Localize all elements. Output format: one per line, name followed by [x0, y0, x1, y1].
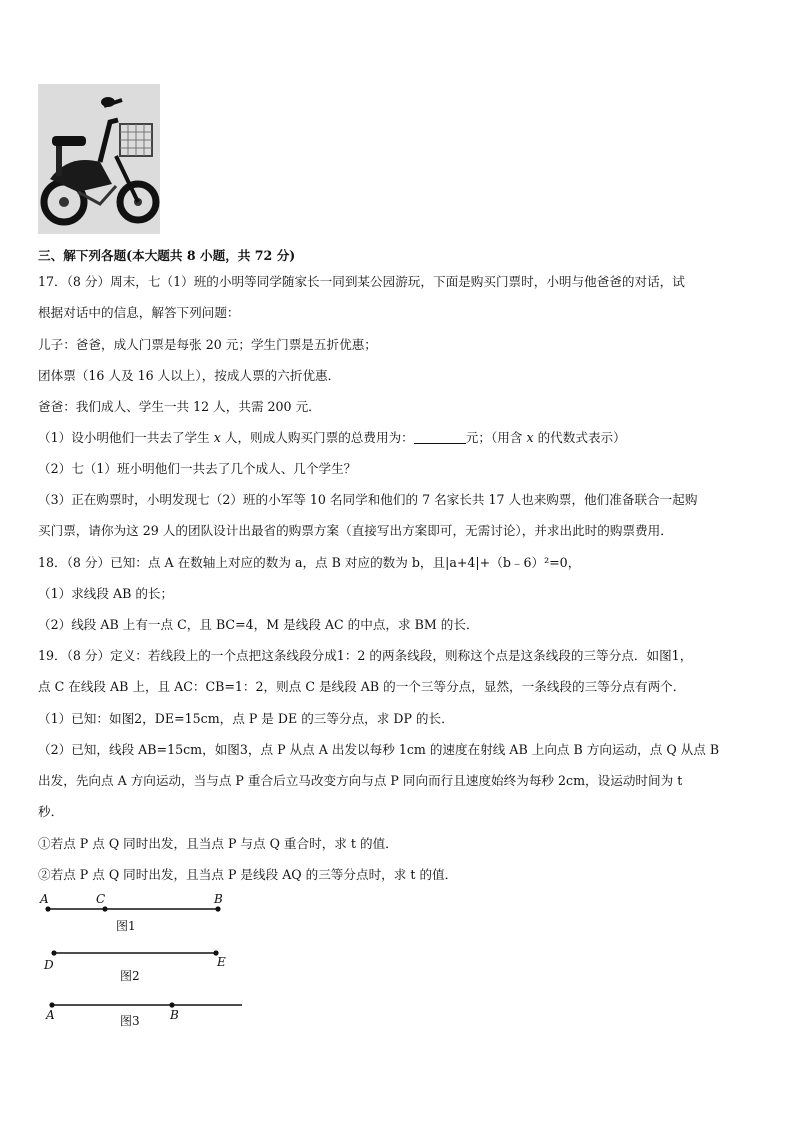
fig2-segment [44, 946, 224, 960]
fig3-label-a: A [46, 1008, 55, 1022]
fig1-label-c: C [96, 892, 106, 906]
q17-dad: 爸爸：我们成人、学生一共 12 人，共需 200 元． [38, 399, 321, 414]
q17-son: 儿子：爸爸，成人门票是每张 20 元；学生门票是五折优惠； [38, 337, 377, 352]
fig1-label-a: A [40, 892, 49, 906]
fig3-label-b: B [170, 1008, 179, 1022]
q19-part2a: （2）已知，线段 AB=15cm，如图3，点 P 从点 A 出发以每秒 1cm 的速度在射线 AB 上向点 B 方向运动，点 Q 从点 B [38, 742, 720, 757]
q19-line1: 19．（8 分）定义：若线段上的一个点把这条线段分成1：2 的两条线段，则称这个点是这条线段的三等分点．如图1， [38, 648, 693, 663]
fig1-caption: 图1 [116, 919, 136, 933]
q17-part3b: 买门票，请你为这 29 人的团队设计出最省的购票方案（直接写出方案即可，无需讨论），并求出此时的购票费用． [38, 523, 673, 538]
q19-sub1: ①若点 P 点 Q 同时出发，且当点 P 与点 Q 重合时，求 t 的值． [38, 836, 398, 851]
q17-part1: （1）设小明他们一共去了学生 x 人，则成人购买门票的总费用为： 元；（用含 x 的代数式表示） [38, 430, 626, 445]
q17-part2: （2）七（1）班小明他们一共去了几个成人、几个学生？ [38, 461, 357, 476]
q19-part2b: 出发，先向点 A 方向运动，当与点 P 重合后立马改变方向与点 P 同向而行且速度始终为每秒 2cm，设运动时间为 t [38, 773, 683, 788]
q17-line1: 17．（8 分）周末，七（1）班的小明等同学随家长一同到某公园游玩，下面是购买门票时，小明与他爸爸的对话，试 [38, 274, 685, 289]
fig3-caption: 图3 [120, 1014, 140, 1028]
q17-part3a: （3）正在购票时，小明发现七（2）班的小军等 10 名同学和他们的 7 名家长共 17 人也来购票，他们准备联合一起购 [38, 492, 698, 507]
fig1-segment [40, 902, 230, 916]
fig2-label-e: E [217, 955, 226, 969]
q18-part1: （1）求线段 AB 的长； [38, 586, 174, 601]
q19-part1: （1）已知：如图2，DE=15cm，点 P 是 DE 的三等分点，求 DP 的长． [38, 711, 454, 726]
fig3-ray [44, 998, 244, 1012]
fig1-label-b: B [214, 892, 223, 906]
q19-sub2: ②若点 P 点 Q 同时出发，且当点 P 是线段 AQ 的三等分点时，求 t 的值． [38, 867, 458, 882]
electric-bike-photo [38, 84, 160, 234]
q18-line1: 18．（8 分）已知：点 A 在数轴上对应的数为 a，点 B 对应的数为 b，且|a+4|+（b﹣6）²=0， [38, 555, 581, 570]
q18-part2: （2）线段 AB 上有一点 C，且 BC=4，M 是线段 AC 的中点，求 BM 的长． [38, 617, 479, 632]
fig2-caption: 图2 [120, 969, 140, 983]
q19-line2: 点 C 在线段 AB 上，且 AC：CB=1：2，则点 C 是线段 AB 的一个三等分点，显然，一条线段的三等分点有两个． [38, 679, 686, 694]
electric-bike-icon [38, 84, 160, 234]
answer-blank [414, 431, 466, 444]
q17-line2: 根据对话中的信息，解答下列问题： [38, 305, 240, 320]
fig2-label-d: D [44, 958, 54, 972]
q17-group: 团体票（16 人及 16 人以上），按成人票的六折优惠． [38, 368, 341, 383]
q19-part2c: 秒． [38, 804, 64, 819]
section-title: 三、解下列各题(本大题共 8 小题，共 72 分) [38, 248, 296, 263]
